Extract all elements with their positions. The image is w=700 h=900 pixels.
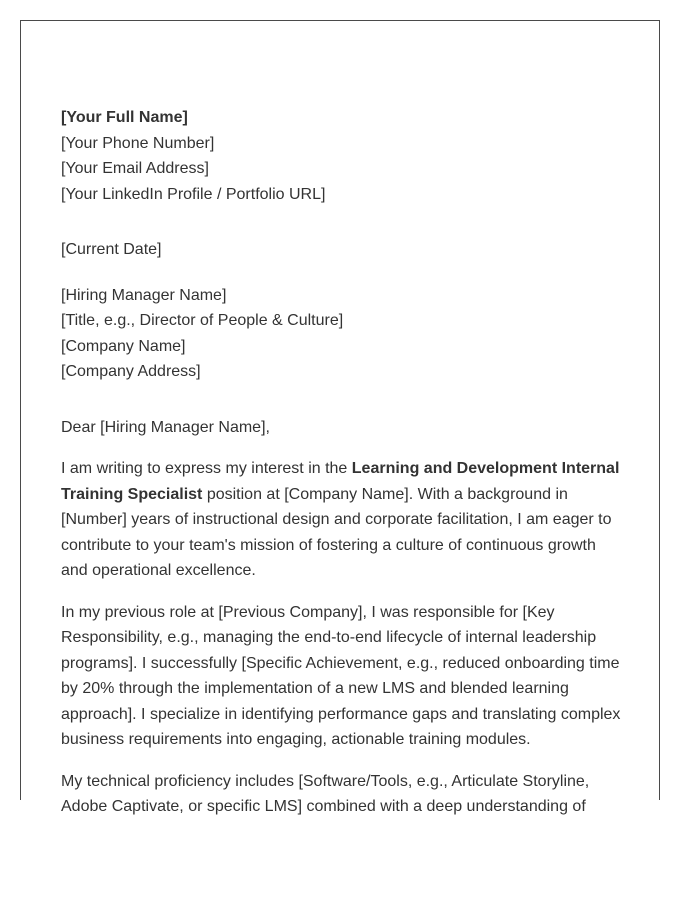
sender-block xyxy=(61,105,627,207)
intro-rest: position at [Company Name]. With a background in [Number] years of instructional design and corporate facilitation, I am eager to contribute to your team's mission of fostering a culture of continuous growth and operational excellence. xyxy=(61,485,612,579)
letter-date: [Current Date] xyxy=(61,241,162,258)
intro-lead: I am writing to express my interest in the xyxy=(61,460,352,477)
salutation: Dear [Hiring Manager Name], xyxy=(61,418,270,436)
letter-page xyxy=(20,20,660,815)
sender-phone: [Your Phone Number] xyxy=(61,134,215,152)
paragraph-intro xyxy=(61,456,627,584)
recipient-address: [Company Address] xyxy=(61,363,201,380)
role-title: Learning and Development Internal Training Specialist xyxy=(61,460,620,503)
sender-name: [Your Full Name] xyxy=(61,109,188,126)
sender-profile: [Your LinkedIn Profile / Portfolio URL] xyxy=(61,185,326,203)
recipient-name: [Hiring Manager Name] xyxy=(61,286,227,304)
paragraph-skills: My technical proficiency includes [Software/Tools, e.g., Articulate Storyline, Adobe Captivate, or specific LMS] combined with a deep understanding of xyxy=(61,772,590,815)
recipient-title: [Title, e.g., Director of People & Culture] xyxy=(61,312,344,329)
recipient-company: [Company Name] xyxy=(61,337,186,355)
sender-email: [Your Email Address] xyxy=(61,160,209,177)
paragraph-experience: In my previous role at [Previous Company], I was responsible for [Key Responsibility, e.g., managing the end-to-end lifecycle of internal leadership programs]. I successfully [Specific Achievement, e.g., reduced onboarding time by 20% through the implementation of a new LMS and blended learning approach]. I specialize in identifying performance gaps and translating complex business requirements into engaging, actionable training modules. xyxy=(61,603,621,748)
letter-content xyxy=(61,105,627,836)
recipient-block xyxy=(61,283,627,385)
